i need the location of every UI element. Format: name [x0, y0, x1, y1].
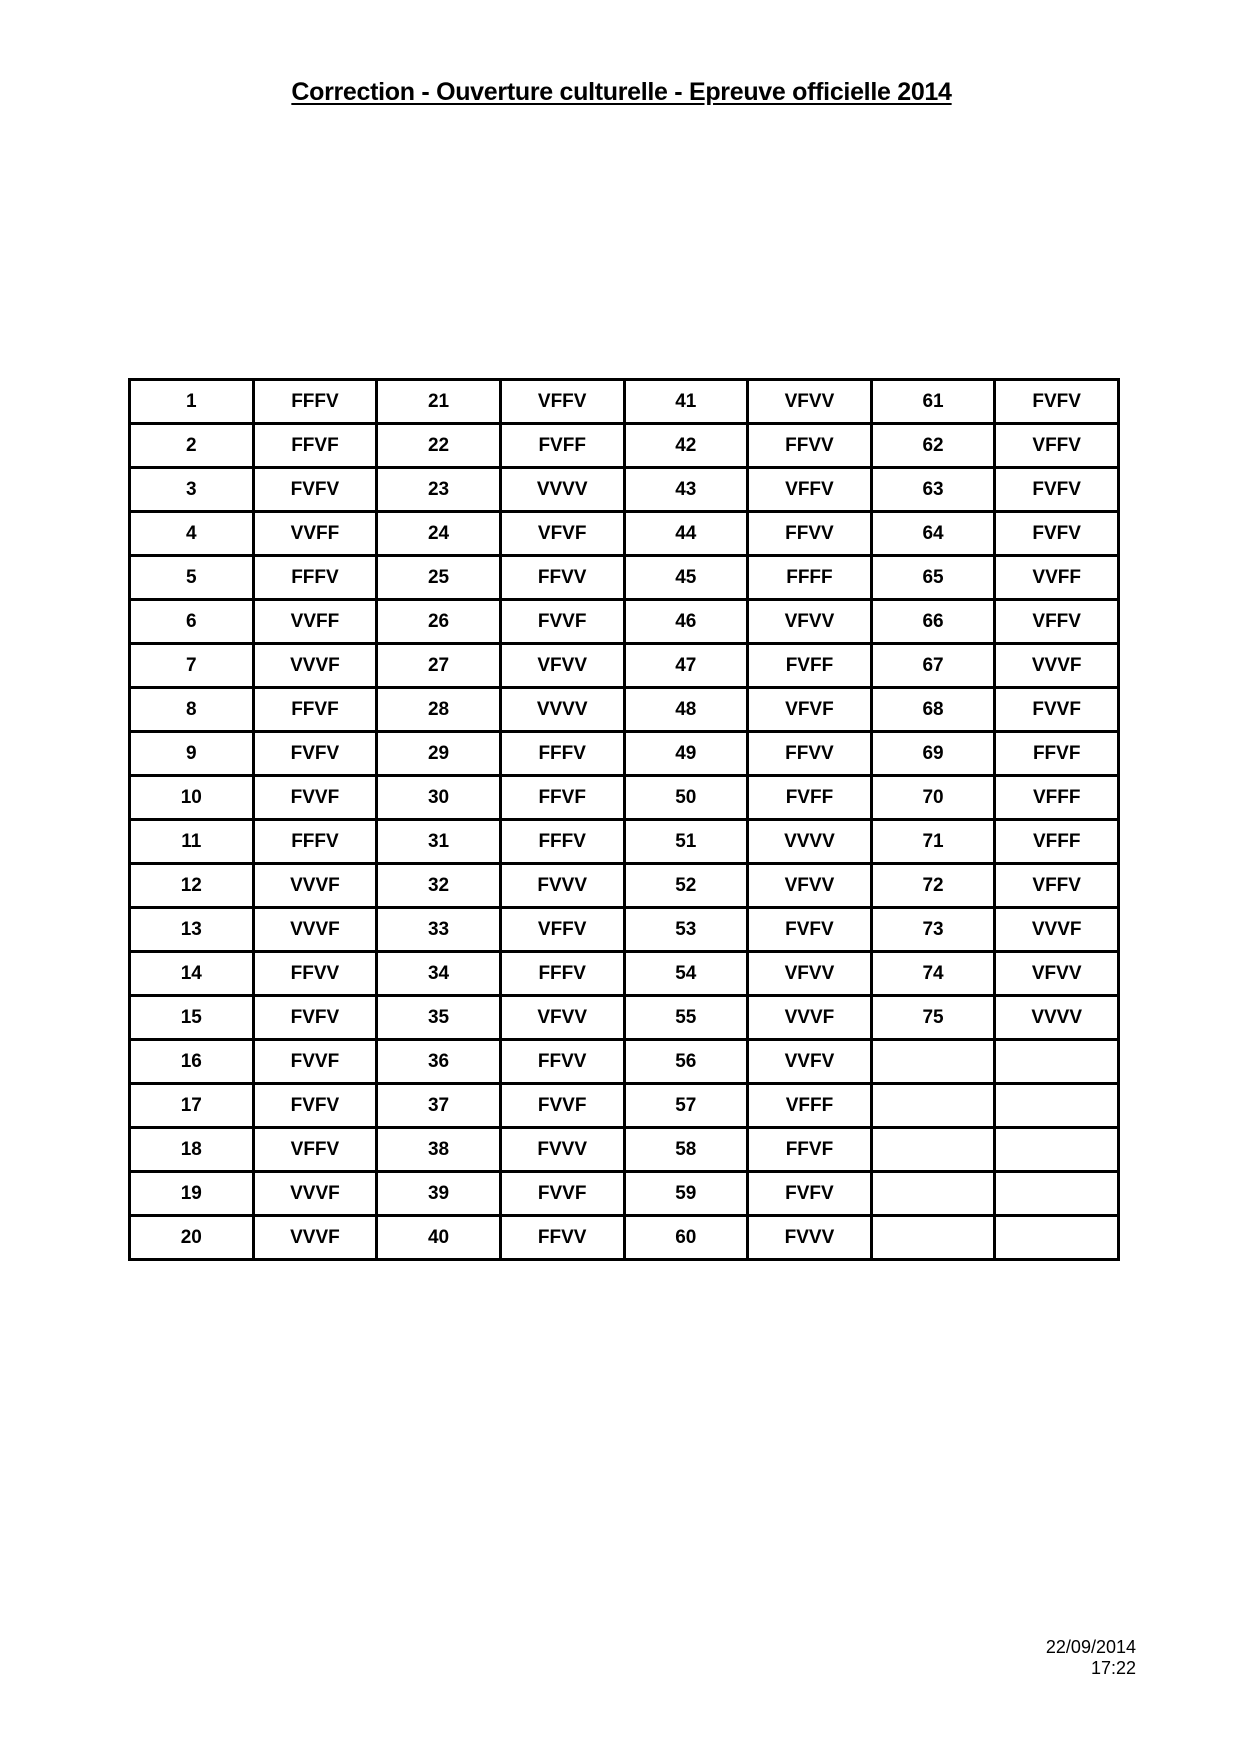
question-number-cell: 7	[130, 644, 254, 688]
question-number-cell: 56	[624, 1040, 748, 1084]
question-number-cell: 10	[130, 776, 254, 820]
table-row	[130, 644, 1119, 688]
question-number-cell: 18	[130, 1128, 254, 1172]
footer-timestamp	[1046, 1637, 1136, 1679]
answer-code-cell: FFVV	[748, 512, 872, 556]
page-title-text: Correction - Ouverture culturelle - Epreuve officielle 2014	[291, 78, 952, 106]
answer-code-cell: VFVV	[748, 864, 872, 908]
question-number-cell: 25	[377, 556, 501, 600]
answer-code-cell: FVVF	[500, 1172, 624, 1216]
answer-code-cell: VFVV	[748, 952, 872, 996]
footer-date: 22/09/2014	[1045, 1637, 1136, 1657]
table-row	[130, 820, 1119, 864]
answer-code-cell: VVFF	[253, 512, 377, 556]
question-number-cell: 47	[624, 644, 748, 688]
question-number-cell: 60	[624, 1216, 748, 1260]
answer-code-cell: VFVF	[748, 688, 872, 732]
question-number-cell: 50	[624, 776, 748, 820]
table-row	[130, 468, 1119, 512]
answer-code-cell: FFVV	[500, 556, 624, 600]
answer-code-cell: FVVF	[253, 1040, 377, 1084]
answer-grid-body	[130, 380, 1119, 1260]
question-number-cell: 1	[130, 380, 254, 424]
answer-code-cell: FFVV	[500, 1216, 624, 1260]
answer-code-cell: FFVV	[748, 424, 872, 468]
table-row	[130, 1128, 1119, 1172]
question-number-cell: 66	[871, 600, 995, 644]
answer-code-cell: VFVV	[500, 644, 624, 688]
answer-code-cell: VFVV	[748, 380, 872, 424]
question-number-cell: 58	[624, 1128, 748, 1172]
question-number-cell: 15	[130, 996, 254, 1040]
question-number-cell: 3	[130, 468, 254, 512]
question-number-cell: 9	[130, 732, 254, 776]
question-number-cell: 53	[624, 908, 748, 952]
answer-code-cell: VVVF	[748, 996, 872, 1040]
table-row	[130, 1216, 1119, 1260]
question-number-cell: 34	[377, 952, 501, 996]
question-number-cell: 69	[871, 732, 995, 776]
question-number-cell: 49	[624, 732, 748, 776]
question-number-cell: 13	[130, 908, 254, 952]
answer-code-cell: VVVV	[500, 468, 624, 512]
answer-code-cell: VFFV	[995, 424, 1119, 468]
table-row	[130, 512, 1119, 556]
question-number-cell: 37	[377, 1084, 501, 1128]
answer-code-cell: FFVV	[748, 732, 872, 776]
answer-code-cell: FVVF	[500, 600, 624, 644]
answer-code-cell: VFFV	[500, 380, 624, 424]
answer-code-cell: FFFV	[253, 820, 377, 864]
answer-code-cell: FFFV	[500, 820, 624, 864]
footer-time: 17:22	[1090, 1658, 1136, 1678]
question-number-cell: 39	[377, 1172, 501, 1216]
table-row	[130, 424, 1119, 468]
answer-code-cell: FVFV	[995, 512, 1119, 556]
question-number-cell: 6	[130, 600, 254, 644]
question-number-cell: 14	[130, 952, 254, 996]
question-number-cell	[871, 1084, 995, 1128]
answer-code-cell: VFFF	[748, 1084, 872, 1128]
question-number-cell: 21	[377, 380, 501, 424]
answer-code-cell: FFFV	[253, 380, 377, 424]
question-number-cell: 74	[871, 952, 995, 996]
question-number-cell: 64	[871, 512, 995, 556]
answer-code-cell: VVVF	[253, 1216, 377, 1260]
answer-code-cell: VFFV	[748, 468, 872, 512]
question-number-cell: 24	[377, 512, 501, 556]
question-number-cell: 48	[624, 688, 748, 732]
question-number-cell: 27	[377, 644, 501, 688]
question-number-cell: 22	[377, 424, 501, 468]
question-number-cell: 20	[130, 1216, 254, 1260]
answer-code-cell: VVVF	[253, 1172, 377, 1216]
question-number-cell	[871, 1040, 995, 1084]
question-number-cell	[871, 1216, 995, 1260]
question-number-cell: 38	[377, 1128, 501, 1172]
answer-code-cell: VFFV	[253, 1128, 377, 1172]
question-number-cell: 31	[377, 820, 501, 864]
answer-code-cell: VVFF	[253, 600, 377, 644]
question-number-cell: 75	[871, 996, 995, 1040]
answer-code-cell: VFVF	[500, 512, 624, 556]
answer-code-cell: VFVV	[995, 952, 1119, 996]
answer-code-cell: VVVF	[253, 908, 377, 952]
answer-code-cell: VFFV	[995, 600, 1119, 644]
question-number-cell	[871, 1172, 995, 1216]
answer-code-cell: VVVV	[500, 688, 624, 732]
answer-code-cell: VVVF	[995, 644, 1119, 688]
answer-code-cell: FFFV	[253, 556, 377, 600]
question-number-cell: 35	[377, 996, 501, 1040]
answer-code-cell	[995, 1128, 1119, 1172]
answer-code-cell: VVVF	[253, 864, 377, 908]
answer-code-cell: FFFV	[500, 732, 624, 776]
answer-code-cell: FFVF	[995, 732, 1119, 776]
question-number-cell: 19	[130, 1172, 254, 1216]
answer-code-cell: VVFF	[995, 556, 1119, 600]
question-number-cell: 17	[130, 1084, 254, 1128]
question-number-cell: 40	[377, 1216, 501, 1260]
answer-code-cell: VVFV	[748, 1040, 872, 1084]
question-number-cell: 67	[871, 644, 995, 688]
answer-code-cell	[995, 1216, 1119, 1260]
page-title	[0, 78, 1243, 107]
answer-code-cell: FVFF	[748, 776, 872, 820]
question-number-cell: 30	[377, 776, 501, 820]
question-number-cell: 44	[624, 512, 748, 556]
answer-code-cell: FVFV	[995, 380, 1119, 424]
answer-code-cell: FVFV	[253, 996, 377, 1040]
question-number-cell: 51	[624, 820, 748, 864]
question-number-cell: 23	[377, 468, 501, 512]
question-number-cell: 61	[871, 380, 995, 424]
question-number-cell: 41	[624, 380, 748, 424]
answer-code-cell: FVFV	[253, 732, 377, 776]
answer-code-cell: FVVV	[500, 1128, 624, 1172]
table-row	[130, 688, 1119, 732]
question-number-cell: 2	[130, 424, 254, 468]
answer-code-cell	[995, 1040, 1119, 1084]
question-number-cell: 11	[130, 820, 254, 864]
answer-code-cell: VFFF	[995, 776, 1119, 820]
question-number-cell: 55	[624, 996, 748, 1040]
question-number-cell: 45	[624, 556, 748, 600]
answer-code-cell	[995, 1084, 1119, 1128]
question-number-cell: 71	[871, 820, 995, 864]
question-number-cell: 16	[130, 1040, 254, 1084]
question-number-cell: 57	[624, 1084, 748, 1128]
question-number-cell: 73	[871, 908, 995, 952]
answer-code-cell: FFVV	[500, 1040, 624, 1084]
table-row	[130, 732, 1119, 776]
question-number-cell: 29	[377, 732, 501, 776]
answer-code-cell: FFFF	[748, 556, 872, 600]
answer-code-cell: VVVF	[995, 908, 1119, 952]
question-number-cell: 68	[871, 688, 995, 732]
answer-code-cell: FVFF	[500, 424, 624, 468]
question-number-cell	[871, 1128, 995, 1172]
question-number-cell: 62	[871, 424, 995, 468]
answer-code-cell: VFFF	[995, 820, 1119, 864]
answer-code-cell: FFVF	[253, 688, 377, 732]
answer-code-cell: FVFV	[253, 1084, 377, 1128]
answer-code-cell: FFVV	[253, 952, 377, 996]
answer-code-cell: VFVV	[500, 996, 624, 1040]
question-number-cell: 42	[624, 424, 748, 468]
question-number-cell: 36	[377, 1040, 501, 1084]
question-number-cell: 8	[130, 688, 254, 732]
answer-code-cell: FFVF	[253, 424, 377, 468]
answer-code-cell: FVFV	[995, 468, 1119, 512]
answer-code-cell: FVFF	[748, 644, 872, 688]
question-number-cell: 65	[871, 556, 995, 600]
answer-code-cell: FFVF	[500, 776, 624, 820]
table-row	[130, 1040, 1119, 1084]
answer-code-cell: FVFV	[748, 1172, 872, 1216]
question-number-cell: 70	[871, 776, 995, 820]
question-number-cell: 52	[624, 864, 748, 908]
answer-code-cell: FFFV	[500, 952, 624, 996]
question-number-cell: 26	[377, 600, 501, 644]
answer-code-cell	[995, 1172, 1119, 1216]
table-row	[130, 908, 1119, 952]
table-row	[130, 380, 1119, 424]
answer-code-cell: FVFV	[748, 908, 872, 952]
table-row	[130, 600, 1119, 644]
table-row	[130, 1084, 1119, 1128]
answer-code-cell: VFVV	[748, 600, 872, 644]
question-number-cell: 59	[624, 1172, 748, 1216]
question-number-cell: 33	[377, 908, 501, 952]
answer-code-cell: VFFV	[995, 864, 1119, 908]
question-number-cell: 46	[624, 600, 748, 644]
table-row	[130, 556, 1119, 600]
answer-code-cell: FVVV	[500, 864, 624, 908]
question-number-cell: 5	[130, 556, 254, 600]
table-row	[130, 776, 1119, 820]
question-number-cell: 63	[871, 468, 995, 512]
question-number-cell: 43	[624, 468, 748, 512]
answer-code-cell: VVVV	[748, 820, 872, 864]
table-row	[130, 1172, 1119, 1216]
question-number-cell: 54	[624, 952, 748, 996]
question-number-cell: 4	[130, 512, 254, 556]
answer-code-cell: VVVF	[253, 644, 377, 688]
answer-grid	[128, 378, 1120, 1261]
question-number-cell: 32	[377, 864, 501, 908]
answer-code-cell: FVVV	[748, 1216, 872, 1260]
answer-code-cell: FVVF	[500, 1084, 624, 1128]
answer-code-cell: VFFV	[500, 908, 624, 952]
answer-code-cell: FVVF	[253, 776, 377, 820]
answer-code-cell: FVVF	[995, 688, 1119, 732]
answer-code-cell: FFVF	[748, 1128, 872, 1172]
table-row	[130, 864, 1119, 908]
question-number-cell: 12	[130, 864, 254, 908]
question-number-cell: 28	[377, 688, 501, 732]
answer-code-cell: FVFV	[253, 468, 377, 512]
table-row	[130, 952, 1119, 996]
table-row	[130, 996, 1119, 1040]
question-number-cell: 72	[871, 864, 995, 908]
answer-code-cell: VVVV	[995, 996, 1119, 1040]
